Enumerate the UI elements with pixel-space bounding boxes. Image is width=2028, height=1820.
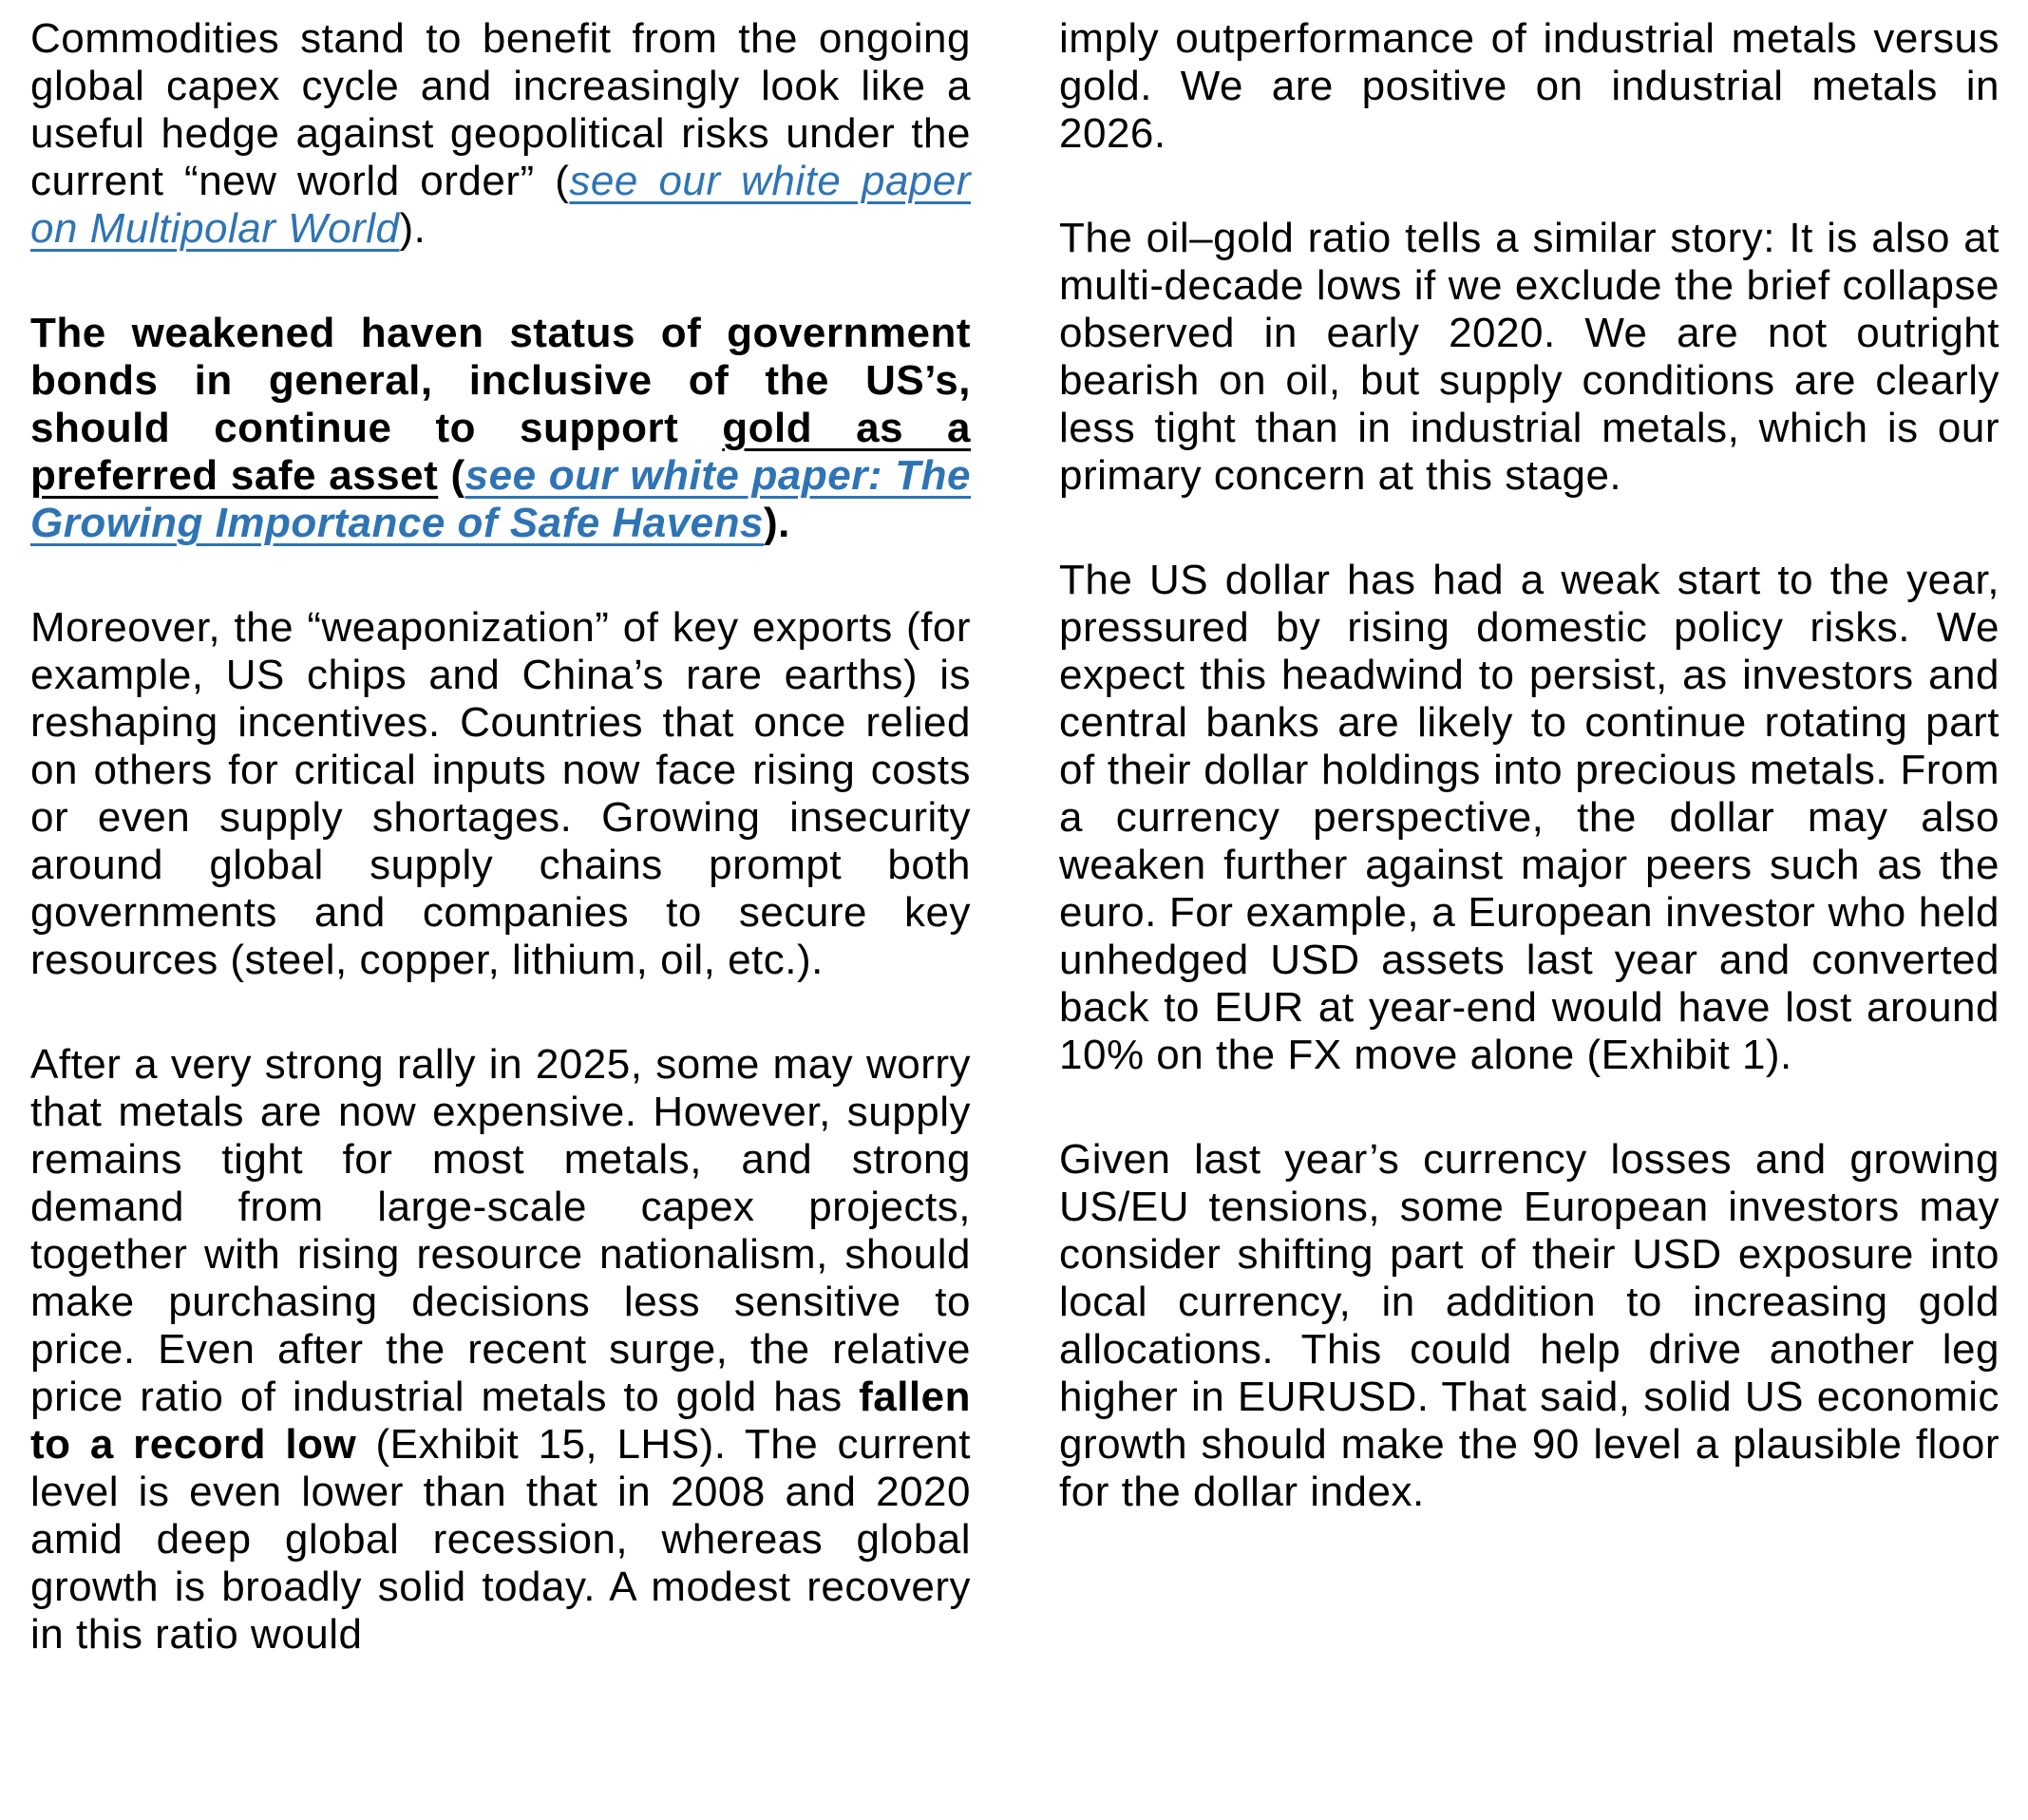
body-text: (Exhibit 15, LHS). The current level is even lower than that in 2008 and 2020 amid deep global recession, whereas global growth is broadly solid today. A modest recovery in this ratio would bbox=[30, 1421, 971, 1658]
body-text: ). bbox=[399, 205, 426, 252]
body-text: Given last year’s currency losses and growing US/EU tensions, some European investors may consider shifting part of their USD exposure into local currency, in addition to increasing gold allocations. This could help drive another leg higher in EURUSD. That said, solid US economic growth should make the 90 level a plausible floor for the dollar index. bbox=[1059, 1136, 2000, 1515]
white-paper-link[interactable]: see our white paper: The Growing Importance of Safe Havens bbox=[30, 452, 971, 546]
white-paper-link[interactable]: see our white paper on Multipolar World bbox=[30, 158, 972, 252]
paragraph bbox=[30, 1041, 971, 1659]
right-column bbox=[1059, 15, 2000, 1716]
body-text: The US dollar has had a weak start to the year, pressured by rising domestic policy risks. We expect this headwind to persist, as investors and central banks are likely to continue rotating part of their dollar holdings into precious metals. From a currency perspective, the dollar may also weaken further against major peers such as the euro. For example, a European investor who held unhedged USD assets last year and converted back to EUR at year-end would have lost around 10% on the FX move alone (Exhibit 1). bbox=[1059, 557, 2000, 1078]
body-text: ( bbox=[438, 452, 465, 499]
body-text: Moreover, the “weaponization” of key exports (for example, US chips and China’s rare earths) is reshaping incentives. Countries that once relied on others for critical inputs now face rising costs or even supply shortages. Growing insecurity around global supply chains prompt both governments and companies to secure key resources (steel, copper, lithium, oil, etc.). bbox=[30, 604, 971, 983]
underlined-text: gold as a preferred safe asset bbox=[30, 405, 972, 499]
body-text: ). bbox=[764, 500, 790, 546]
left-column bbox=[30, 15, 971, 1716]
paragraph bbox=[1059, 557, 2000, 1079]
paragraph bbox=[1059, 215, 2000, 500]
paragraph bbox=[30, 310, 971, 547]
body-text: The weakened haven status of government bonds in general, inclusive of the US’s, should continue to support bbox=[30, 310, 971, 451]
paragraph bbox=[30, 604, 971, 984]
body-text: After a very strong rally in 2025, some may worry that metals are now expensive. However, supply remains tight for most metals, and strong demand from large-scale capex projects, together with rising resource nationalism, should make purchasing decisions less sensitive to price. Even after the recent surge, the relative price ratio of industrial metals to gold has bbox=[30, 1041, 971, 1420]
paragraph bbox=[1059, 1136, 2000, 1516]
bold-text: fallen to a record low bbox=[30, 1374, 971, 1468]
paragraph bbox=[1059, 15, 2000, 158]
body-text: imply outperformance of industrial metals versus gold. We are positive on industrial metals in 2026. bbox=[1059, 15, 2000, 157]
paragraph bbox=[30, 15, 971, 253]
body-text: The oil–gold ratio tells a similar story: It is also at multi-decade lows if we exclude the brief collapse observed in early 2020. We are not outright bearish on oil, but supply conditions are clearly less tight than in industrial metals, which is our primary concern at this stage. bbox=[1059, 215, 2000, 499]
body-text: Commodities stand to benefit from the ongoing global capex cycle and increasingly look like a useful hedge against geopolitical risks under the current “new world order” ( bbox=[30, 15, 971, 204]
